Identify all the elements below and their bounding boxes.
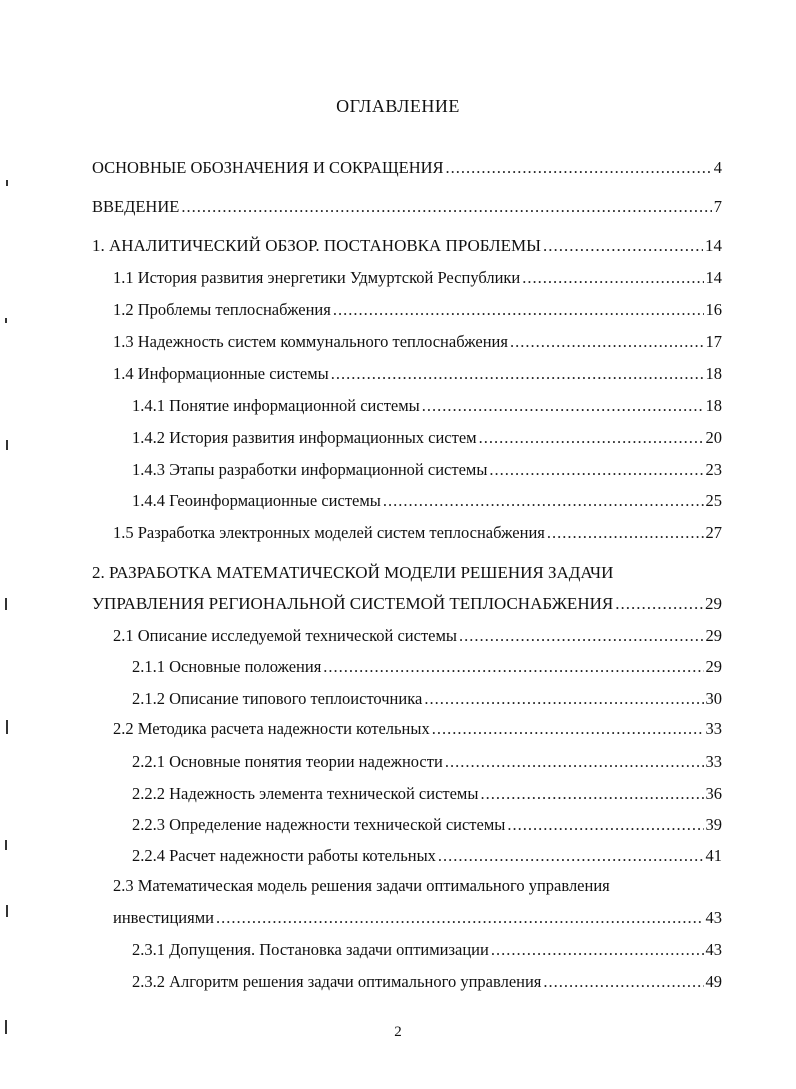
toc-entry-text: УПРАВЛЕНИЯ РЕГИОНАЛЬНОЙ СИСТЕМОЙ ТЕПЛОСНАБЖЕНИЯ [92,594,614,613]
toc-entry-page: 43 [705,908,722,927]
toc-entry-text: 2.1 Описание исследуемой технической системы [113,626,458,645]
toc-entry-text: 2.2.4 Расчет надежности работы котельных [132,846,436,865]
toc-leader-dots [507,815,703,835]
toc-leader-dots [543,236,703,256]
toc-entry [132,972,722,1002]
toc-entry-text: 1.1 История развития энергетики Удмуртской Республики [113,268,521,287]
toc-entry [113,908,722,938]
scan-artifact [6,180,8,186]
toc-entry-page: 29 [705,657,722,676]
page-number: 2 [394,1024,402,1040]
toc-entry-text: 2.3 Математическая модель решения задачи оптимального управления [113,876,610,895]
toc-entry-page: 14 [705,236,722,255]
toc-leader-dots [422,396,704,416]
toc-entry-page: 17 [705,332,722,351]
toc-leader-dots [510,332,704,352]
toc-entry-text: 2.2.3 Определение надежности технической системы [132,815,506,834]
toc-entry-page: 25 [705,491,722,510]
toc-entry [132,784,722,814]
toc-entry-text: инвестициями [113,908,214,927]
toc-entry-text: 1.4.3 Этапы разработки информационной системы [132,460,488,479]
toc-leader-dots [181,197,711,217]
toc-entry [132,428,722,458]
toc-entry-text: 2.2 Методика расчета надежности котельных [113,719,430,738]
toc-entry-page: 30 [705,689,722,708]
toc-entry-page: 43 [705,940,722,959]
toc-entry-text: 1.2 Проблемы теплоснабжения [113,300,331,319]
toc-entry [113,332,722,362]
toc-leader-dots [333,300,704,320]
toc-entry [113,719,722,749]
toc-leader-dots [459,626,703,646]
toc-leader-dots [479,428,704,448]
toc-entry-page: 7 [713,197,722,216]
toc-entry [113,268,722,298]
scan-artifact [5,1020,7,1034]
toc-entry-page: 20 [705,428,722,447]
toc-entry [92,158,722,188]
toc-entry-text: ОСНОВНЫЕ ОБОЗНАЧЕНИЯ И СОКРАЩЕНИЯ [92,158,444,177]
toc-entry [113,523,722,553]
toc-entry-text: ВВЕДЕНИЕ [92,197,180,216]
toc-entry-page: 29 [705,626,722,645]
toc-leader-dots [424,689,703,709]
toc-entry-text: 1.4 Информационные системы [113,364,329,383]
toc-leader-dots [445,752,704,772]
toc-entry [132,689,722,719]
toc-entry [132,396,722,426]
toc-leader-dots [489,460,703,480]
toc-entry-text: 1.4.1 Понятие информационной системы [132,396,420,415]
toc-leader-dots [480,784,703,804]
toc-leader-dots [438,846,704,866]
scan-artifact [5,840,7,850]
toc-entry-page: 33 [705,719,722,738]
toc-entry-text: 2.3.2 Алгоритм решения задачи оптимального управления [132,972,542,991]
toc-leader-dots [446,158,712,178]
toc-entry-page: 36 [705,784,722,803]
toc-entry-page: 29 [705,594,722,613]
toc-leader-dots [216,908,704,928]
toc-entry-text: 2.1.1 Основные положения [132,657,322,676]
toc-leader-dots [383,491,704,511]
toc-entry [92,594,722,624]
toc-leader-dots [522,268,703,288]
scan-artifact [5,598,7,610]
toc-entry-page: 41 [705,846,722,865]
toc-entry-text: 2. РАЗРАБОТКА МАТЕМАТИЧЕСКОЙ МОДЕЛИ РЕШЕНИЯ ЗАДАЧИ [92,563,614,582]
toc-entry [113,300,722,330]
toc-entry-page: 18 [705,364,722,383]
toc-leader-dots [543,972,703,992]
toc-entry [132,491,722,521]
toc-entry [132,657,722,687]
toc-entry-text: 1.3 Надежность систем коммунального теплоснабжения [113,332,508,351]
toc-entry [132,846,722,876]
toc-entry [92,236,722,266]
toc-entry [132,940,722,970]
scan-artifact [6,905,8,917]
toc-entry [113,626,722,656]
toc-entry-text: 1.4.2 История развития информационных систем [132,428,477,447]
toc-entry-page: 16 [705,300,722,319]
toc-entry-page: 4 [713,158,722,177]
toc-entry-text: 2.3.1 Допущения. Постановка задачи оптимизации [132,940,489,959]
toc-entry-page: 14 [705,268,722,287]
toc-entry-page: 18 [705,396,722,415]
toc-leader-dots [432,719,704,739]
toc-entry-text: 2.2.2 Надежность элемента технической системы [132,784,479,803]
toc-entry [92,197,722,227]
toc-entry [132,460,722,490]
toc-entry-page: 27 [705,523,722,542]
scan-artifact [6,440,8,450]
toc-entry-page: 23 [705,460,722,479]
page-title: ОГЛАВЛЕНИЕ [336,96,460,116]
toc-entry-page: 33 [705,752,722,771]
toc-leader-dots [331,364,704,384]
toc-entry [113,364,722,394]
toc-entry-text: 1. АНАЛИТИЧЕСКИЙ ОБЗОР. ПОСТАНОВКА ПРОБЛЕМЫ [92,236,541,255]
scan-artifact [6,720,8,734]
toc-entry [132,815,722,845]
toc-entry-text: 2.1.2 Описание типового теплоисточника [132,689,423,708]
toc-entry-text: 1.5 Разработка электронных моделей систем теплоснабжения [113,523,545,542]
toc-leader-dots [547,523,704,543]
toc-entry-page: 39 [705,815,722,834]
toc-leader-dots [323,657,703,677]
toc-entry-page: 49 [705,972,722,991]
toc-leader-dots [491,940,704,960]
toc-entry-text: 2.2.1 Основные понятия теории надежности [132,752,443,771]
scan-artifact [5,318,7,323]
toc-leader-dots [615,594,703,614]
toc-entry [132,752,722,782]
toc-entry-text: 1.4.4 Геоинформационные системы [132,491,381,510]
